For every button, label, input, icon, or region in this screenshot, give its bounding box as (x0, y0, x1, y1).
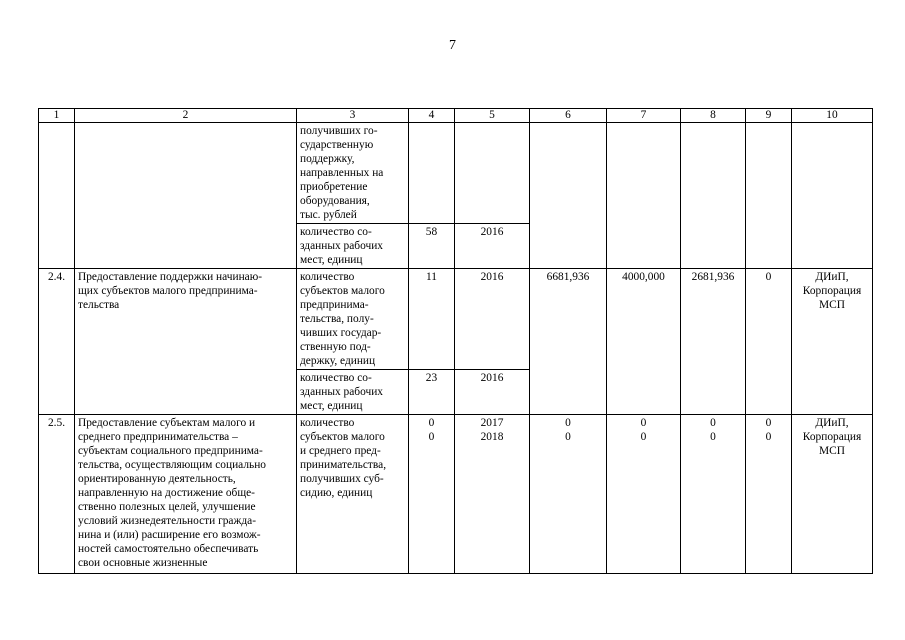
indicator-cell: количество субъектов малого предпринима- тельства, полу- чивших государ- ственную под- держку, единиц (297, 269, 409, 370)
page-number: 7 (449, 38, 456, 53)
regional-cell: 2681,936 (681, 269, 746, 415)
value-cell: 0 0 (409, 415, 455, 574)
name-cell: Предоставление субъектам малого и среднего предпринимательства – субъектам социального предпринима- тельства, осуществляющим социально ориентированную деятельность, направленную на достижение обще- ственно полезных целей, улучшение условий жизнедеятельности гражда- нина и (или) расширение его возмож- ностей самостоятельно обеспечивать свои основные жизненные (75, 415, 297, 574)
indicator-cell: количество со- зданных рабочих мест, единиц (297, 224, 409, 269)
num-cell: 2.4. (39, 269, 75, 415)
executor-cell: ДИиП, Корпорация МСП (792, 415, 873, 574)
header-cell: 4 (409, 109, 455, 123)
header-cell: 1 (39, 109, 75, 123)
program-table (38, 108, 873, 574)
federal-cell: 0 0 (607, 415, 681, 574)
total-cell: 6681,936 (530, 269, 607, 415)
header-cell: 9 (746, 109, 792, 123)
local-cell: 0 0 (746, 415, 792, 574)
header-cell: 10 (792, 109, 873, 123)
value-cell: 23 (409, 370, 455, 415)
name-cell: Предоставление поддержки начинаю- щих субъектов малого предпринима- тельства (75, 269, 297, 415)
federal-cell (607, 123, 681, 269)
table-row (39, 123, 873, 224)
header-cell: 6 (530, 109, 607, 123)
local-cell: 0 (746, 269, 792, 415)
year-cell: 2017 2018 (455, 415, 530, 574)
value-cell: 11 (409, 269, 455, 370)
value-cell (409, 123, 455, 224)
indicator-cell: количество субъектов малого и среднего пред- принимательства, получивших суб- сидию, единиц (297, 415, 409, 574)
header-cell: 8 (681, 109, 746, 123)
total-cell: 0 0 (530, 415, 607, 574)
executor-cell (792, 123, 873, 269)
num-cell (39, 123, 75, 269)
indicator-cell: получивших го- сударственную поддержку, направленных на приобретение оборудования, тыс. рублей (297, 123, 409, 224)
year-cell: 2016 (455, 269, 530, 370)
year-cell (455, 123, 530, 224)
regional-cell (681, 123, 746, 269)
header-row (39, 109, 873, 123)
header-cell: 7 (607, 109, 681, 123)
year-cell: 2016 (455, 370, 530, 415)
year-cell: 2016 (455, 224, 530, 269)
indicator-cell: количество со- зданных рабочих мест, единиц (297, 370, 409, 415)
local-cell (746, 123, 792, 269)
table-row (39, 269, 873, 370)
num-cell: 2.5. (39, 415, 75, 574)
header-cell: 5 (455, 109, 530, 123)
value-cell: 58 (409, 224, 455, 269)
executor-cell: ДИиП, Корпорация МСП (792, 269, 873, 415)
federal-cell: 4000,000 (607, 269, 681, 415)
header-cell: 3 (297, 109, 409, 123)
total-cell (530, 123, 607, 269)
regional-cell: 0 0 (681, 415, 746, 574)
name-cell (75, 123, 297, 269)
header-cell: 2 (75, 109, 297, 123)
table-row (39, 415, 873, 574)
